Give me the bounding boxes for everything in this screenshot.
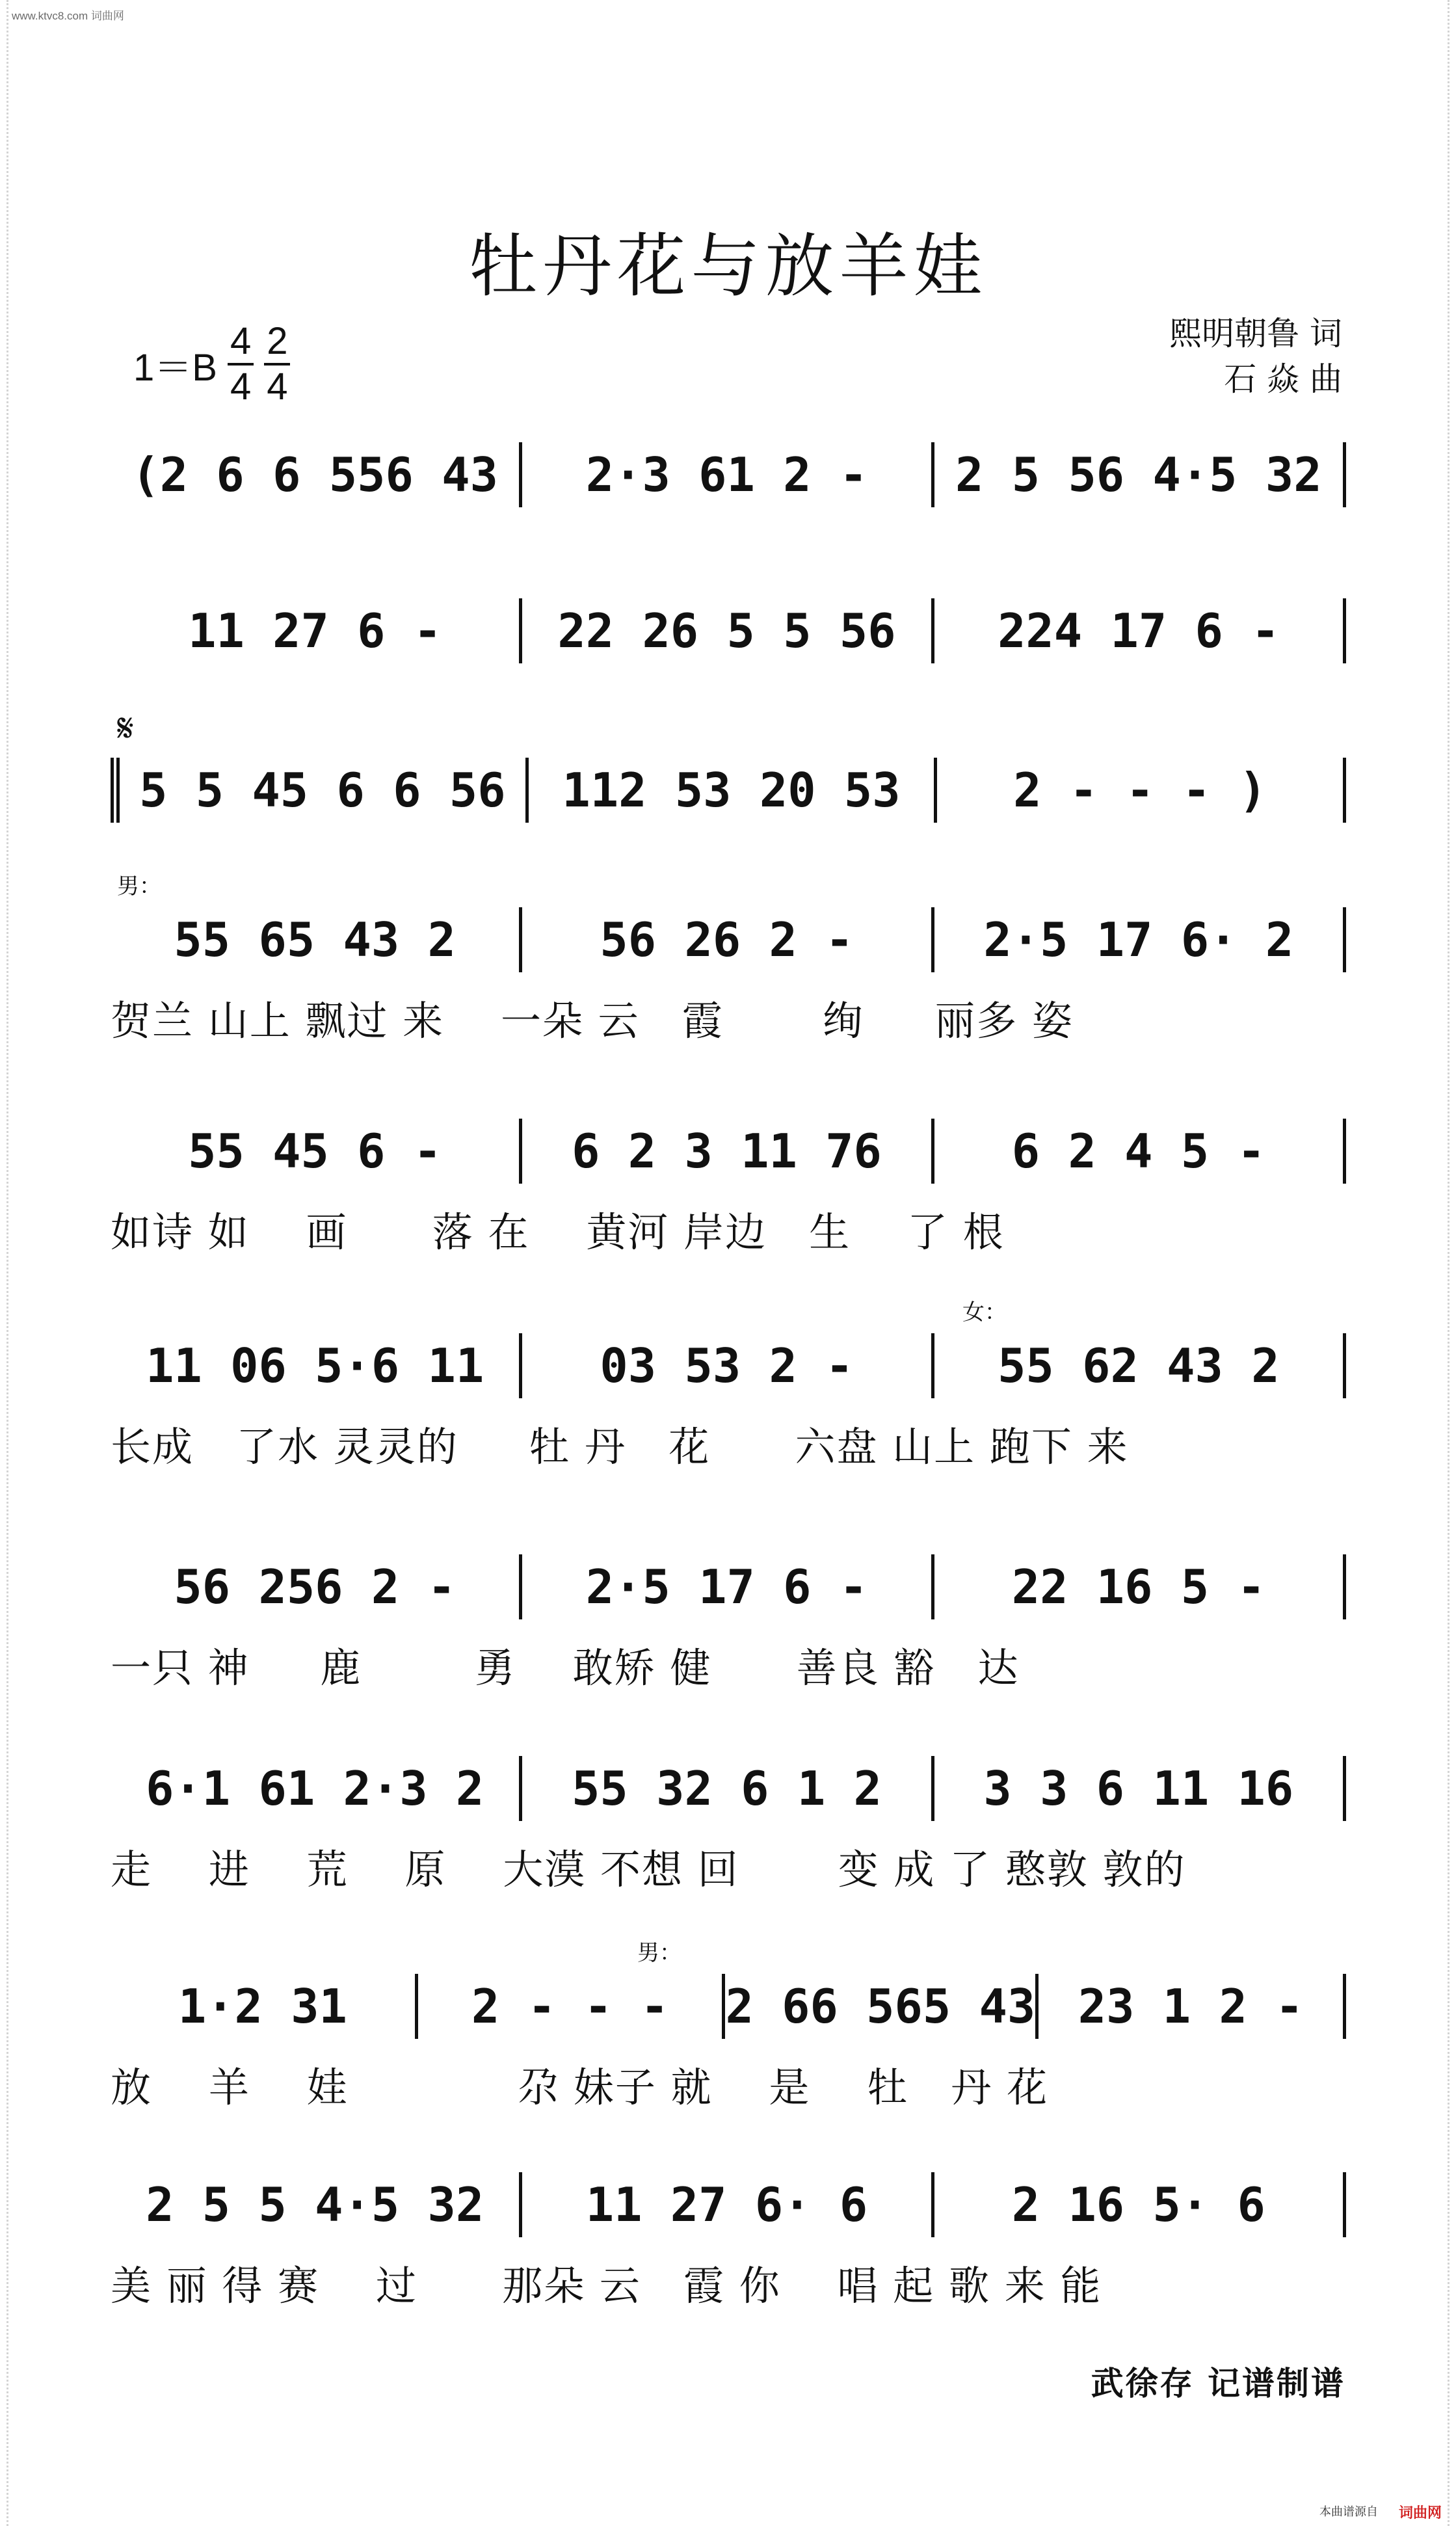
repeat-barline: [111, 758, 120, 823]
staff-system: [111, 706, 1346, 849]
measure: 11 27 6 -: [188, 604, 442, 658]
composer-credit: 石 焱 曲: [1224, 360, 1342, 398]
transcriber-credit: 武徐存 记谱制谱: [1091, 2364, 1345, 2402]
measure: 6·1 61 2·3 2: [146, 1761, 484, 1816]
staff-system: [111, 1515, 1346, 1692]
notation-line: [111, 1954, 1346, 2058]
measure: 2 66 565 43: [725, 1979, 1036, 2034]
measure: 3 3 6 11 16: [983, 1761, 1294, 1816]
barline: [1343, 442, 1346, 507]
barline: [1343, 1756, 1346, 1821]
lyricist-credit: 熙明朝鲁 词: [1169, 315, 1342, 352]
notation-line: [111, 1736, 1346, 1841]
measure: 22 16 5 -: [1011, 1560, 1265, 1614]
measure: 56 26 2 -: [600, 912, 854, 967]
measure: 2·5 17 6· 2: [983, 912, 1294, 967]
staff-system: [111, 1935, 1346, 2111]
measure: 1·2 31: [178, 1979, 347, 2034]
segno-sign: 𝄋: [117, 706, 134, 751]
barline: [1343, 598, 1346, 663]
notation-line: [111, 1099, 1346, 1203]
measure: 224 17 6 -: [998, 604, 1280, 658]
measure: 23 1 2 -: [1078, 1979, 1304, 2034]
measure: 56 256 2 -: [174, 1560, 456, 1614]
notation-line: [111, 888, 1346, 992]
measure: 55 45 6 -: [188, 1124, 442, 1178]
lyric-line: 长成 了水 灵灵的 牡 丹 花 六盘 山上 跑下 来: [111, 1423, 1129, 1470]
notation-line: [111, 579, 1346, 683]
time-signature-1: $\frac{4}{4}$: [228, 323, 254, 406]
footer-logo[interactable]: 词曲网: [1398, 2505, 1442, 2521]
lyric-line: 美 丽 得 赛 过 那朵 云 霞 你 唱 起 歌 来 能: [111, 2262, 1102, 2309]
notation-line: [111, 1535, 1346, 1639]
measure: 6 2 4 5 -: [1011, 1124, 1265, 1178]
measure: 22 26 5 5 56: [557, 604, 896, 658]
barline: [1343, 2172, 1346, 2237]
measure: 2 - - - ): [1013, 763, 1267, 818]
lyric-line: 一只 神 鹿 勇 敢矫 健 善良 豁 达: [111, 1644, 1020, 1692]
notation-line: [111, 738, 1346, 842]
measure: 5 5 45 6 6 56: [139, 763, 506, 818]
voice-label: 女：: [962, 1299, 1007, 1325]
staff-system: [111, 868, 1346, 1044]
measure: 11 06 5·6 11: [146, 1338, 484, 1393]
page-border-left: [7, 0, 8, 2526]
staff-system: [111, 1080, 1346, 1256]
key-label: 1＝B: [133, 347, 217, 389]
staff-system: [111, 2133, 1346, 2309]
measure: 2 16 5· 6: [1011, 2177, 1265, 2232]
measure: (2 6 6 556 43: [131, 447, 498, 502]
measure: 112 53 20 53: [562, 763, 901, 818]
voice-label: 男：: [637, 1940, 682, 1966]
barline: [1343, 907, 1346, 972]
time-signature-2: $\frac{2}{4}$: [264, 323, 290, 406]
measure: 2 5 56 4·5 32: [955, 447, 1322, 502]
measure: 2 - - -: [471, 1979, 669, 2034]
measure: 2·5 17 6 -: [585, 1560, 868, 1614]
staff-system: [111, 403, 1346, 533]
notation-line: [111, 1314, 1346, 1418]
measure: 6 2 3 11 76: [572, 1124, 882, 1178]
staff-system: [111, 1294, 1346, 1470]
key-signature: [133, 320, 290, 408]
measure: 2·3 61 2 -: [585, 447, 868, 502]
lyric-line: 走 进 荒 原 大漠 不想 回 变 成 了 憨敦 敦的: [111, 1846, 1186, 1893]
measure: 55 65 43 2: [174, 912, 456, 967]
staff-system: [111, 1717, 1346, 1893]
lyric-line: 贺兰 山上 飘过 来 一朵 云 霞 绚 丽多 姿: [111, 997, 1074, 1044]
voice-label: 男：: [117, 873, 161, 899]
measure: 55 62 43 2: [998, 1338, 1280, 1393]
staff-system: [111, 559, 1346, 689]
barline: [1343, 758, 1346, 823]
measure: 2 5 5 4·5 32: [146, 2177, 484, 2232]
measure: 11 27 6· 6: [585, 2177, 868, 2232]
barline: [1343, 1554, 1346, 1619]
lyric-line: 放 羊 娃 尕 妹子 就 是 牡 丹 花: [111, 2064, 1049, 2111]
barline: [1343, 1119, 1346, 1184]
measure: 03 53 2 -: [600, 1338, 854, 1393]
barline: [1343, 1333, 1346, 1398]
lyric-line: 如诗 如 画 落 在 黄河 岸边 生 了 根: [111, 1208, 1005, 1256]
site-url[interactable]: www.ktvc8.com 词曲网: [12, 10, 124, 22]
notation-line: [111, 423, 1346, 527]
measure: 55 32 6 1 2: [572, 1761, 882, 1816]
credits: [1169, 311, 1342, 402]
song-title: 牡丹花与放羊娃: [468, 226, 988, 306]
barline: [1343, 1974, 1346, 2039]
footer-source: 本曲谱源自: [1319, 2505, 1378, 2519]
notation-line: [111, 2153, 1346, 2257]
page-border-right: [1448, 0, 1449, 2526]
